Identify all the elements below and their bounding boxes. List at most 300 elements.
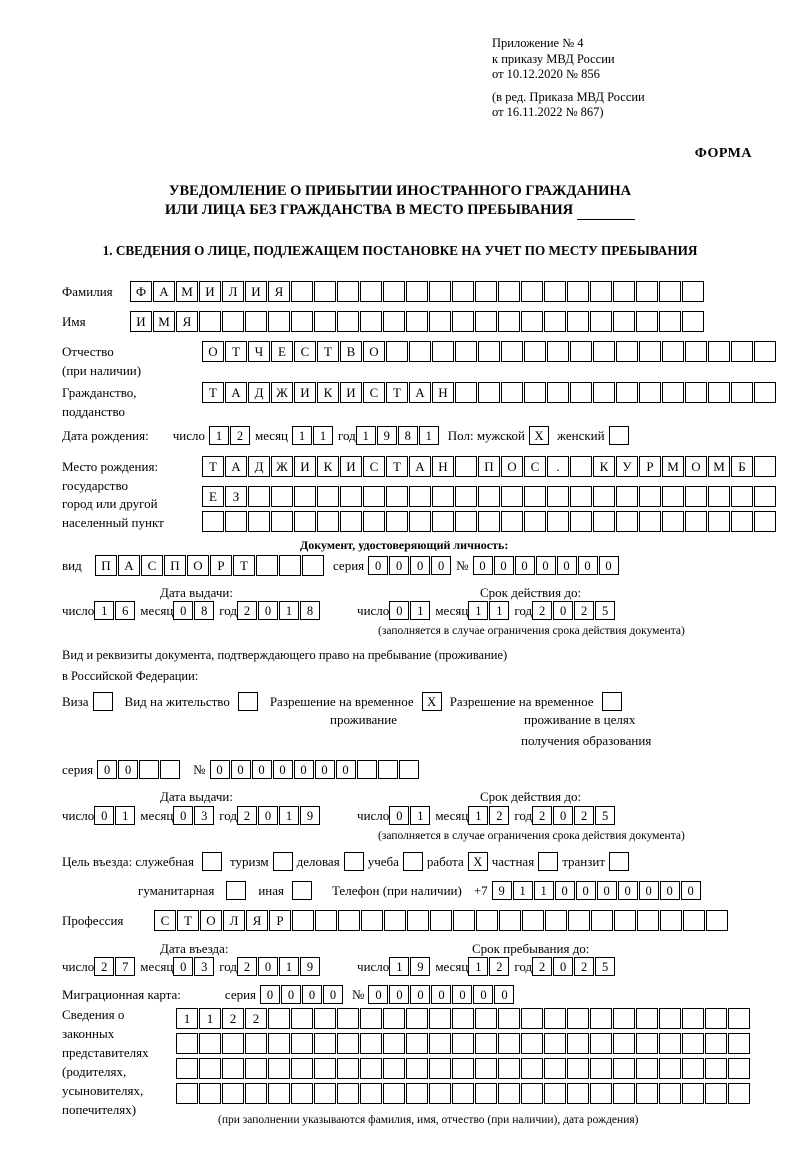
cell[interactable] (706, 910, 728, 931)
cell[interactable] (315, 910, 337, 931)
cell[interactable]: 2 (574, 957, 594, 976)
cell[interactable] (567, 1083, 589, 1104)
cell[interactable] (567, 281, 589, 302)
cell[interactable]: 0 (302, 985, 322, 1004)
permit-valid-day-input[interactable] (389, 806, 431, 825)
purpose-business-checkbox[interactable] (344, 852, 364, 871)
cell[interactable] (544, 1033, 566, 1054)
cell[interactable]: 2 (230, 426, 250, 445)
name-input[interactable] (130, 311, 705, 332)
cell[interactable] (176, 1033, 198, 1054)
cell[interactable] (567, 1033, 589, 1054)
cell[interactable]: И (340, 456, 362, 477)
cell[interactable]: Я (176, 311, 198, 332)
cell[interactable] (636, 1033, 658, 1054)
purpose-private-checkbox[interactable] (538, 852, 558, 871)
cell[interactable] (248, 486, 270, 507)
cell[interactable] (524, 511, 546, 532)
cell[interactable] (636, 1058, 658, 1079)
cell[interactable]: О (187, 555, 209, 576)
cell[interactable]: 0 (368, 556, 388, 575)
cell[interactable]: П (478, 456, 500, 477)
cell[interactable] (636, 1008, 658, 1029)
cell[interactable] (590, 1008, 612, 1029)
cell[interactable]: К (593, 456, 615, 477)
cell[interactable] (383, 1033, 405, 1054)
cell[interactable] (682, 1008, 704, 1029)
cell[interactable] (429, 1083, 451, 1104)
cell[interactable]: 0 (210, 760, 230, 779)
cell[interactable] (317, 486, 339, 507)
cell[interactable]: 0 (258, 957, 278, 976)
cell[interactable] (406, 1008, 428, 1029)
cell[interactable]: 2 (237, 601, 257, 620)
birth-month-input[interactable] (292, 426, 334, 445)
cell[interactable]: Т (386, 382, 408, 403)
birth-year-input[interactable] (356, 426, 440, 445)
cell[interactable]: И (130, 311, 152, 332)
cell[interactable]: 1 (389, 957, 409, 976)
cell[interactable] (432, 486, 454, 507)
stay-year-input[interactable] (532, 957, 616, 976)
cell[interactable]: Е (271, 341, 293, 362)
cell[interactable] (524, 382, 546, 403)
cell[interactable]: 8 (398, 426, 418, 445)
cell[interactable]: С (154, 910, 176, 931)
migration-series-input[interactable] (260, 985, 344, 1004)
valid-year-input[interactable] (532, 601, 616, 620)
cell[interactable] (406, 1058, 428, 1079)
cell[interactable] (429, 1033, 451, 1054)
cell[interactable]: 1 (468, 957, 488, 976)
cell[interactable] (452, 1058, 474, 1079)
cell[interactable]: М (153, 311, 175, 332)
cell[interactable] (291, 1083, 313, 1104)
cell[interactable] (659, 1008, 681, 1029)
cell[interactable]: 9 (300, 806, 320, 825)
cell[interactable] (705, 1083, 727, 1104)
cell[interactable]: 1 (176, 1008, 198, 1029)
cell[interactable] (685, 341, 707, 362)
cell[interactable] (570, 382, 592, 403)
cell[interactable] (383, 281, 405, 302)
cell[interactable] (291, 1058, 313, 1079)
cell[interactable] (383, 311, 405, 332)
cell[interactable]: 1 (419, 426, 439, 445)
cell[interactable] (452, 311, 474, 332)
cell[interactable] (547, 382, 569, 403)
cell[interactable]: 3 (194, 957, 214, 976)
cell[interactable] (754, 456, 776, 477)
cell[interactable] (590, 1058, 612, 1079)
cell[interactable]: И (294, 456, 316, 477)
cell[interactable] (452, 281, 474, 302)
cell[interactable]: 2 (222, 1008, 244, 1029)
cell[interactable] (475, 1033, 497, 1054)
cell[interactable] (268, 311, 290, 332)
cell[interactable] (567, 311, 589, 332)
cell[interactable] (682, 1083, 704, 1104)
cell[interactable]: 0 (389, 806, 409, 825)
cell[interactable]: 2 (532, 957, 552, 976)
permit-issue-day-input[interactable] (94, 806, 136, 825)
cell[interactable] (340, 486, 362, 507)
cell[interactable] (475, 1058, 497, 1079)
cell[interactable] (337, 1083, 359, 1104)
cell[interactable] (731, 486, 753, 507)
cell[interactable] (728, 1083, 750, 1104)
phone-input[interactable] (492, 881, 702, 900)
cell[interactable] (705, 1058, 727, 1079)
cell[interactable] (279, 555, 301, 576)
cell[interactable]: 0 (681, 881, 701, 900)
stay-month-input[interactable] (468, 957, 510, 976)
cell[interactable]: 0 (473, 556, 493, 575)
cell[interactable] (386, 486, 408, 507)
permit-number-input[interactable] (210, 760, 420, 779)
temp-residence-checkbox[interactable]: Х (422, 692, 442, 711)
cell[interactable]: 1 (356, 426, 376, 445)
cell[interactable] (754, 341, 776, 362)
cell[interactable] (176, 1083, 198, 1104)
cell[interactable] (637, 910, 659, 931)
cell[interactable]: 0 (281, 985, 301, 1004)
legal-rep-input-1[interactable] (176, 1008, 751, 1029)
cell[interactable]: П (95, 555, 117, 576)
cell[interactable] (432, 341, 454, 362)
cell[interactable] (613, 311, 635, 332)
issue-day-input[interactable] (94, 601, 136, 620)
cell[interactable] (222, 1058, 244, 1079)
cell[interactable] (429, 311, 451, 332)
cell[interactable] (570, 341, 592, 362)
cell[interactable]: Р (210, 555, 232, 576)
cell[interactable] (570, 486, 592, 507)
sex-male-checkbox[interactable]: Х (529, 426, 549, 445)
cell[interactable]: 5 (595, 806, 615, 825)
cell[interactable] (521, 1033, 543, 1054)
cell[interactable] (199, 1033, 221, 1054)
cell[interactable]: 0 (660, 881, 680, 900)
cell[interactable] (475, 1008, 497, 1029)
cell[interactable]: 0 (494, 985, 514, 1004)
cell[interactable]: И (199, 281, 221, 302)
cell[interactable] (616, 486, 638, 507)
cell[interactable] (613, 1008, 635, 1029)
permit-series-input[interactable] (97, 760, 181, 779)
cell[interactable] (476, 910, 498, 931)
cell[interactable] (682, 1058, 704, 1079)
purpose-study-checkbox[interactable] (403, 852, 423, 871)
cell[interactable]: 1 (489, 601, 509, 620)
cell[interactable]: 9 (410, 957, 430, 976)
cell[interactable]: Ф (130, 281, 152, 302)
cell[interactable]: 1 (279, 806, 299, 825)
cell[interactable]: 3 (194, 806, 214, 825)
cell[interactable]: 0 (410, 556, 430, 575)
cell[interactable] (521, 1058, 543, 1079)
cell[interactable] (567, 1008, 589, 1029)
purpose-work-checkbox[interactable]: Х (468, 852, 488, 871)
cell[interactable] (754, 511, 776, 532)
cell[interactable]: 2 (94, 957, 114, 976)
cell[interactable]: 0 (618, 881, 638, 900)
cell[interactable] (455, 341, 477, 362)
cell[interactable]: 1 (199, 1008, 221, 1029)
cell[interactable] (139, 760, 159, 779)
cell[interactable] (501, 511, 523, 532)
cell[interactable]: 0 (94, 806, 114, 825)
cell[interactable] (567, 1058, 589, 1079)
cell[interactable] (271, 486, 293, 507)
cell[interactable] (314, 311, 336, 332)
cell[interactable] (314, 1033, 336, 1054)
cell[interactable] (268, 1058, 290, 1079)
cell[interactable]: Б (731, 456, 753, 477)
cell[interactable] (524, 486, 546, 507)
cell[interactable] (432, 511, 454, 532)
cell[interactable]: И (340, 382, 362, 403)
cell[interactable] (455, 456, 477, 477)
cell[interactable] (406, 281, 428, 302)
cell[interactable] (501, 382, 523, 403)
issue-year-input[interactable] (237, 601, 321, 620)
cell[interactable] (302, 555, 324, 576)
cell[interactable]: Я (246, 910, 268, 931)
cell[interactable]: 0 (473, 985, 493, 1004)
cell[interactable] (613, 1033, 635, 1054)
cell[interactable]: Т (177, 910, 199, 931)
cell[interactable]: 0 (389, 601, 409, 620)
purpose-other-checkbox[interactable] (292, 881, 312, 900)
cell[interactable] (682, 311, 704, 332)
cell[interactable] (314, 1008, 336, 1029)
cell[interactable]: 0 (576, 881, 596, 900)
cell[interactable] (544, 1058, 566, 1079)
cell[interactable]: 0 (118, 760, 138, 779)
cell[interactable]: А (409, 382, 431, 403)
cell[interactable] (360, 311, 382, 332)
cell[interactable] (337, 1033, 359, 1054)
cell[interactable] (294, 486, 316, 507)
cell[interactable]: А (225, 456, 247, 477)
cell[interactable]: Т (202, 382, 224, 403)
cell[interactable] (386, 341, 408, 362)
cell[interactable] (478, 382, 500, 403)
cell[interactable] (754, 382, 776, 403)
cell[interactable] (409, 511, 431, 532)
valid-day-input[interactable] (389, 601, 431, 620)
cell[interactable]: П (164, 555, 186, 576)
cell[interactable]: А (153, 281, 175, 302)
cell[interactable] (314, 1083, 336, 1104)
cell[interactable] (498, 311, 520, 332)
cell[interactable]: С (363, 382, 385, 403)
cell[interactable]: О (363, 341, 385, 362)
cell[interactable] (639, 486, 661, 507)
cell[interactable] (360, 281, 382, 302)
cell[interactable] (590, 1083, 612, 1104)
cell[interactable]: 9 (492, 881, 512, 900)
cell[interactable] (407, 910, 429, 931)
cell[interactable]: 0 (578, 556, 598, 575)
cell[interactable]: А (409, 456, 431, 477)
education-residence-checkbox[interactable] (602, 692, 622, 711)
cell[interactable] (455, 511, 477, 532)
cell[interactable]: 0 (515, 556, 535, 575)
cell[interactable] (199, 1083, 221, 1104)
residence-permit-checkbox[interactable] (238, 692, 258, 711)
cell[interactable]: 0 (536, 556, 556, 575)
cell[interactable]: К (317, 456, 339, 477)
patronymic-input[interactable] (202, 341, 777, 362)
cell[interactable] (245, 1083, 267, 1104)
cell[interactable]: М (176, 281, 198, 302)
cell[interactable]: 0 (452, 985, 472, 1004)
cell[interactable]: Р (639, 456, 661, 477)
cell[interactable]: 5 (595, 957, 615, 976)
cell[interactable] (292, 910, 314, 931)
cell[interactable]: С (524, 456, 546, 477)
cell[interactable] (360, 1033, 382, 1054)
cell[interactable] (498, 1083, 520, 1104)
cell[interactable]: Ж (271, 382, 293, 403)
cell[interactable]: 0 (599, 556, 619, 575)
cell[interactable] (314, 1058, 336, 1079)
stay-day-input[interactable] (389, 957, 431, 976)
cell[interactable]: 0 (336, 760, 356, 779)
cell[interactable] (521, 281, 543, 302)
cell[interactable] (544, 311, 566, 332)
cell[interactable] (294, 511, 316, 532)
cell[interactable] (659, 1083, 681, 1104)
cell[interactable] (429, 281, 451, 302)
cell[interactable] (662, 486, 684, 507)
cell[interactable]: 1 (209, 426, 229, 445)
cell[interactable] (338, 910, 360, 931)
cell[interactable]: 5 (595, 601, 615, 620)
cell[interactable]: Т (233, 555, 255, 576)
cell[interactable] (429, 1058, 451, 1079)
cell[interactable]: Н (432, 382, 454, 403)
doc-series-input[interactable] (368, 556, 452, 575)
cell[interactable] (544, 1008, 566, 1029)
cell[interactable]: С (141, 555, 163, 576)
cell[interactable] (570, 456, 592, 477)
cell[interactable] (521, 311, 543, 332)
cell[interactable] (501, 486, 523, 507)
cell[interactable]: 2 (574, 601, 594, 620)
cell[interactable] (268, 1008, 290, 1029)
cell[interactable] (291, 281, 313, 302)
cell[interactable] (616, 511, 638, 532)
permit-valid-year-input[interactable] (532, 806, 616, 825)
cell[interactable] (616, 382, 638, 403)
cell[interactable] (340, 511, 362, 532)
cell[interactable] (498, 281, 520, 302)
cell[interactable]: 0 (431, 556, 451, 575)
cell[interactable] (705, 1008, 727, 1029)
cell[interactable] (521, 1083, 543, 1104)
cell[interactable] (639, 511, 661, 532)
cell[interactable] (406, 1033, 428, 1054)
purpose-transit-checkbox[interactable] (609, 852, 629, 871)
cell[interactable]: 0 (97, 760, 117, 779)
cell[interactable] (248, 511, 270, 532)
cell[interactable]: 0 (553, 957, 573, 976)
cell[interactable] (455, 382, 477, 403)
cell[interactable] (593, 486, 615, 507)
cell[interactable] (660, 910, 682, 931)
cell[interactable] (522, 910, 544, 931)
cell[interactable]: 1 (313, 426, 333, 445)
cell[interactable] (361, 910, 383, 931)
cell[interactable]: Д (248, 382, 270, 403)
cell[interactable]: 0 (173, 601, 193, 620)
cell[interactable]: Ч (248, 341, 270, 362)
cell[interactable] (636, 281, 658, 302)
cell[interactable]: Л (223, 910, 245, 931)
cell[interactable] (475, 1083, 497, 1104)
cell[interactable] (708, 382, 730, 403)
cell[interactable] (590, 281, 612, 302)
cell[interactable] (453, 910, 475, 931)
cell[interactable] (547, 341, 569, 362)
cell[interactable] (360, 1008, 382, 1029)
cell[interactable] (639, 382, 661, 403)
cell[interactable] (475, 311, 497, 332)
cell[interactable] (613, 1058, 635, 1079)
cell[interactable] (271, 511, 293, 532)
cell[interactable]: Т (317, 341, 339, 362)
cell[interactable]: О (501, 456, 523, 477)
cell[interactable]: 9 (377, 426, 397, 445)
cell[interactable]: 0 (557, 556, 577, 575)
cell[interactable] (268, 1033, 290, 1054)
cell[interactable]: 0 (639, 881, 659, 900)
cell[interactable]: 0 (494, 556, 514, 575)
cell[interactable] (409, 486, 431, 507)
cell[interactable] (685, 382, 707, 403)
permit-issue-year-input[interactable] (237, 806, 321, 825)
birthplace-input-row1[interactable] (202, 456, 777, 477)
cell[interactable]: 1 (115, 806, 135, 825)
cell[interactable]: Л (222, 281, 244, 302)
cell[interactable] (545, 910, 567, 931)
cell[interactable]: Т (202, 456, 224, 477)
cell[interactable] (685, 511, 707, 532)
cell[interactable]: 8 (300, 601, 320, 620)
cell[interactable]: М (708, 456, 730, 477)
cell[interactable] (363, 486, 385, 507)
cell[interactable] (708, 341, 730, 362)
cell[interactable] (202, 511, 224, 532)
cell[interactable] (317, 511, 339, 532)
cell[interactable] (590, 1033, 612, 1054)
cell[interactable]: 2 (245, 1008, 267, 1029)
cell[interactable]: 0 (315, 760, 335, 779)
cell[interactable]: А (225, 382, 247, 403)
cell[interactable] (593, 341, 615, 362)
cell[interactable] (378, 760, 398, 779)
cell[interactable]: 0 (389, 985, 409, 1004)
cell[interactable]: М (662, 456, 684, 477)
cell[interactable] (547, 486, 569, 507)
cell[interactable] (547, 511, 569, 532)
cell[interactable]: . (547, 456, 569, 477)
cell[interactable]: З (225, 486, 247, 507)
cell[interactable] (337, 1058, 359, 1079)
